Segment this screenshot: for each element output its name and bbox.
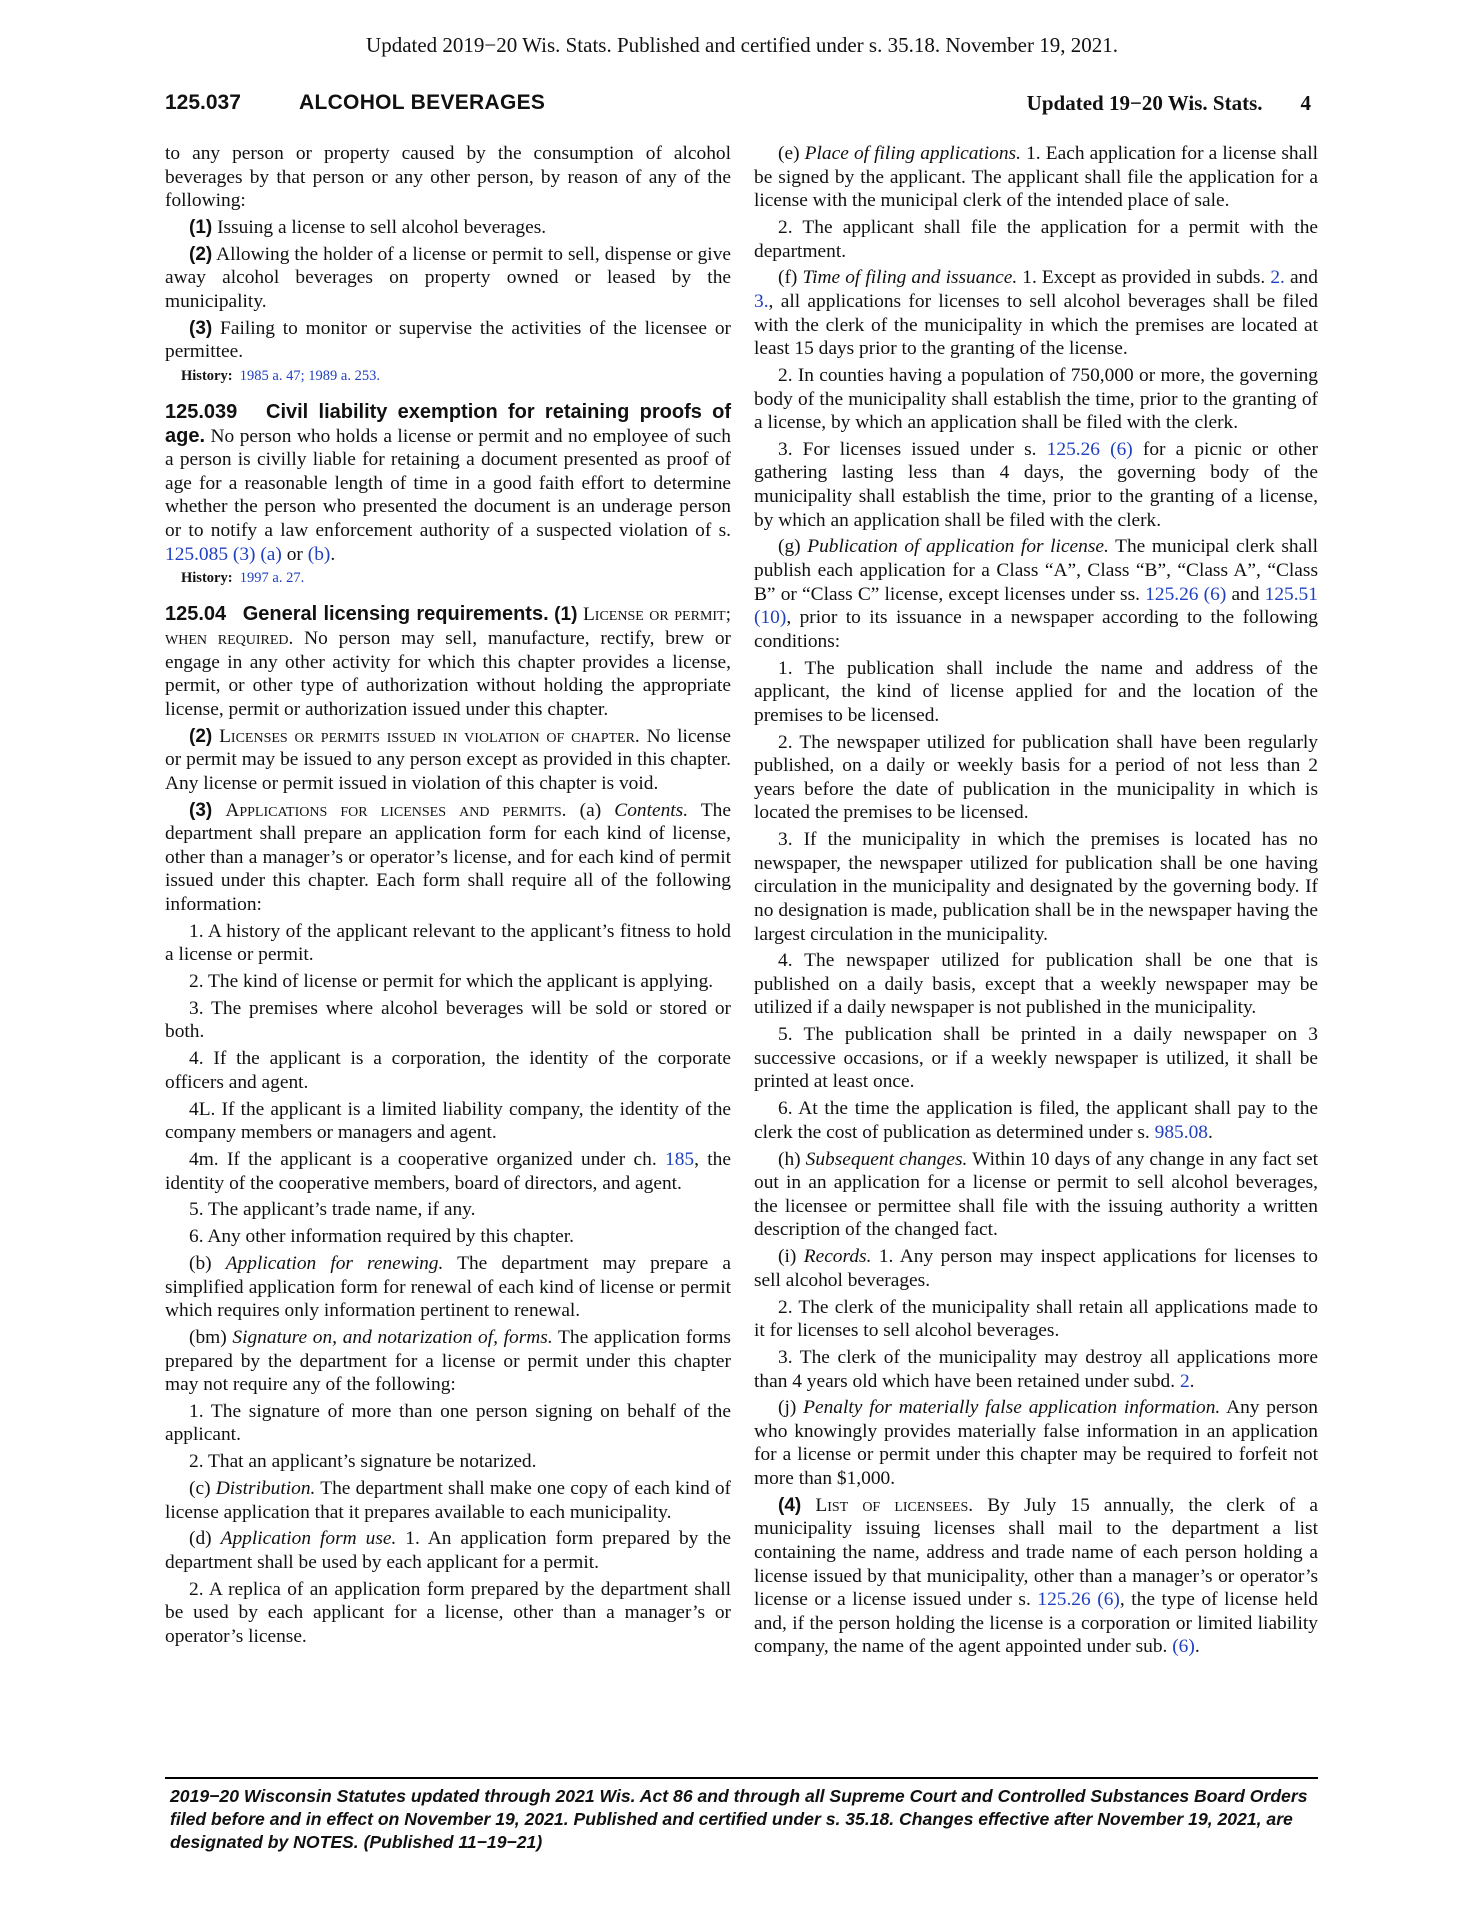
paragraph-text: Any person who knowingly provides materially false information in an application for a license or permit under this chapter may be required to forfeit not more than $1,000.	[754, 1397, 1319, 1490]
statute-link[interactable]: 125.085 (3) (a)	[165, 543, 282, 565]
subdivision: 3. If the municipality in which the premises is located has no newspaper, the newspaper utilized for publication shall be one having circulation in the municipality and designated by the governing body. If no designation is made, publication shall be in the newspaper having the largest circulation in the municipality.	[754, 829, 1318, 945]
subsection-2	[165, 725, 731, 796]
subsection-heading: Licenses or permits issued in violation of chapter.	[219, 725, 640, 747]
paragraph-title: Place of filing applications.	[804, 143, 1021, 164]
subdivision: 4L. If the applicant is a limited liability company, the identity of the company members or managers and agent.	[165, 1098, 731, 1144]
paragraph-text: Within 10 days of any change in any fact set out in an application for a license or permit to sell alcohol beverages, the licensee or permittee shall file with the issuing authority a written description of the changed fact.	[754, 1148, 1318, 1241]
subsection-heading: Applications for licenses and permits.	[225, 799, 567, 821]
paragraph-text: The department may prepare a simplified application form for renewal of each kind of license or permit which requires only information pertinent to renewal.	[165, 1252, 731, 1322]
history-link[interactable]: 1985 a. 47; 1989 a. 253.	[239, 368, 380, 385]
paragraph-title: Distribution.	[215, 1478, 316, 1500]
subsection-text: Issuing a license to sell alcohol beverages.	[217, 216, 547, 238]
subdivision	[754, 1346, 1318, 1393]
paragraph-label: (f)	[778, 267, 798, 289]
subdivision: 2. The kind of license or permit for which the applicant is applying.	[189, 971, 714, 993]
section-title: General licensing requirements.	[242, 603, 549, 626]
paragraph-title: Application for renewing.	[225, 1252, 444, 1274]
page-number: 4	[1300, 91, 1311, 115]
paragraph-text: 1. Any person may inspect applications for licenses to sell alcohol beverages.	[754, 1246, 1318, 1291]
subsection-text: No person may sell, manufacture, rectify, brew or engage in any other activity for which this chapter provides a license, permit, or other type of authorization without holding the appropriate license, permit or authorization issued under this chapter.	[165, 628, 731, 720]
subdivision: 1. The signature of more than one person signing on behalf of the applicant.	[165, 1400, 731, 1446]
paragraph-c	[165, 1477, 731, 1524]
subsection-number: (4)	[778, 1494, 802, 1516]
paragraph-label: (e)	[778, 143, 800, 164]
subsection-number: (1)	[554, 604, 578, 626]
paragraph-d	[165, 1527, 731, 1574]
subdivision-link[interactable]: 3.	[754, 290, 769, 312]
section-125-04	[165, 603, 731, 721]
paragraph-title: Application form use.	[220, 1528, 397, 1550]
paragraph-text: The application forms prepared by the department for a license or permit under this chapter may not require any of the following:	[165, 1326, 731, 1396]
conjunction: or	[286, 543, 303, 565]
paragraph-title: Contents.	[614, 799, 689, 821]
subdivision: 6. Any other information required by this chapter.	[189, 1226, 575, 1248]
subdivision: 2. That an applicant’s signature be notarized.	[189, 1451, 537, 1473]
subdivision-link[interactable]: 2	[1179, 1370, 1190, 1392]
paragraph-title: Time of filing and issuance.	[802, 267, 1018, 289]
subdivision: 2. A replica of an application form prepared by the department shall be used by each applicant for a license, other than a manager’s or operator’s license.	[165, 1578, 731, 1647]
header-section-number: 125.037	[165, 91, 241, 114]
left-column	[165, 142, 731, 1652]
punctuation: .	[1207, 1121, 1213, 1143]
subsection-number: (1)	[189, 216, 213, 238]
subdivision-text: , the identity of the cooperative members, board of directors, and agent.	[165, 1149, 731, 1194]
subsection-3	[165, 317, 731, 364]
paragraph-text: 1. Each application for a license shall be signed by the applicant. The applicant shall file the application for a license with the municipal clerk of the intended place of sale.	[754, 143, 1318, 212]
paragraph-label: (g)	[778, 536, 801, 558]
statute-link[interactable]: 125.26 (6)	[1145, 583, 1227, 605]
subdivision	[754, 438, 1318, 532]
paragraph-label: (i)	[778, 1246, 797, 1268]
statute-link[interactable]: 125.51 (10)	[754, 583, 1318, 629]
conjunction: and	[1231, 583, 1260, 605]
paragraph-title: Records.	[803, 1246, 872, 1268]
punctuation: .	[1189, 1370, 1195, 1392]
paragraph-f	[754, 266, 1318, 360]
subdivision: 1. The publication shall include the name and address of the applicant, the kind of license applied for and the location of the premises to be licensed.	[754, 657, 1318, 726]
paragraph-text: The municipal clerk shall publish each application for a Class “A”, Class “B”, “Class A”, “Class B” or “Class C” license, except licenses under ss.	[754, 536, 1319, 605]
subdivision-text: 3. For licenses issued under s.	[778, 438, 1037, 460]
paragraph-label: (h)	[778, 1148, 801, 1170]
section-number: 125.04	[165, 603, 227, 626]
subsection-1	[165, 216, 731, 240]
paragraph-label: (j)	[778, 1397, 797, 1419]
paragraph-text: 1. An application form prepared by the department shall be used by each applicant for a permit.	[165, 1528, 731, 1573]
subdivision-link[interactable]: 2.	[1270, 267, 1285, 289]
subsection-text: Failing to monitor or supervise the activities of the licensee or permittee.	[165, 317, 731, 363]
subdivision: 5. The publication shall be printed in a daily newspaper on 3 successive occasions, or if a weekly newspaper is utilized, it shall be printed at least once.	[754, 1024, 1318, 1093]
paragraph-label: (d)	[189, 1528, 212, 1550]
paragraph-e	[754, 142, 1318, 213]
subdivision: 5. The applicant’s trade name, if any.	[189, 1199, 476, 1221]
paragraph-i	[754, 1245, 1318, 1292]
statute-link[interactable]: 125.26 (6)	[1046, 438, 1133, 460]
subdivision-text: 4m. If the applicant is a cooperative organized under ch.	[189, 1149, 657, 1170]
header-edition	[1027, 90, 1311, 116]
certification-banner: Updated 2019−20 Wis. Stats. Published and certified under s. 35.18. November 19, 2021.	[366, 33, 1118, 57]
paragraph-label: (b)	[189, 1252, 212, 1274]
paragraph-text: , all applications for licenses to sell alcohol beverages shall be filed with the clerk of the municipality in which the premises are located at least 15 days prior to the granting of the license.	[754, 290, 1318, 360]
subdivision: 2. The applicant shall file the application for a permit with the department.	[754, 216, 1318, 262]
statute-link[interactable]: 125.26 (6)	[1037, 1589, 1120, 1611]
subsection-heading: List of licensees.	[815, 1494, 974, 1516]
punctuation: .	[1194, 1636, 1200, 1658]
history-note	[165, 367, 731, 385]
subdivision: 4. If the applicant is a corporation, the identity of the corporate officers and agent.	[165, 1048, 731, 1093]
subdivision	[165, 1148, 731, 1195]
subsection-text: Allowing the holder of a license or permit to sell, dispense or give away alcohol beverages on property owned or leased by the municipality.	[165, 243, 731, 312]
paragraph-text: 1. Except as provided in subds.	[1022, 267, 1266, 289]
subsection-text: , the type of license held and, if the person holding the license is a corporation or limited liability company, the name of the agent appointed under sub.	[754, 1589, 1318, 1658]
subsection-text: No license or permit may be issued to any person except as provided in this chapter. Any license or permit issued in violation of this chapter is void.	[165, 725, 731, 794]
footer-note: 2019−20 Wisconsin Statutes updated through 2021 Wis. Act 86 and through all Supreme Court and Controlled Substances Board Orders filed before and in effect on November 19, 2021. Published and certified under s. 35.18. Changes effective after November 19, 2021, are designated by NOTES. (Published 11−19−21)	[170, 1786, 1308, 1852]
section-125-039: 125.039 Civil liability exemption for retaining proofs of age. No person who holds a license or permit and no employee of such a person is civilly liable for retaining a document presented as proof of age for a reasonable length of time in a good faith effort to determine whether the person who presented the document is an underage person or to notify a law enforcement authority of a suspected violation of s. 125.085 (3) (a) or (b).	[165, 401, 732, 565]
history-link[interactable]: 1997 a. 27.	[239, 570, 305, 587]
subsection-text: By July 15 annually, the clerk of a municipality issuing licenses shall mail to the department a list containing the name, address and trade name of each person holding a license issued by that municipality, other than a manager’s or operator’s license or a license issued under s.	[754, 1494, 1318, 1611]
subsection-link[interactable]: (6)	[1172, 1636, 1195, 1658]
subsection-2	[165, 243, 731, 314]
subsection-heading: License or permit; when required.	[165, 604, 731, 650]
subsection-number: (3)	[189, 317, 213, 339]
history-label: History:	[181, 570, 233, 587]
subsection-number: (2)	[189, 243, 213, 265]
paragraph-label: (a)	[579, 799, 602, 821]
subsection-3	[165, 799, 731, 917]
paragraph-text: , prior to its issuance in a newspaper according to the following conditions:	[754, 607, 1318, 652]
header-edition-text: Updated 19−20 Wis. Stats.	[1026, 91, 1263, 115]
section-number: 125.039	[165, 401, 238, 424]
section-text: No person who holds a license or permit and no employee of such a person is civilly liable for retaining a document presented as proof of age for a reasonable length of time in a good faith effort to determine whether the person who presented the document is an underage person or to notify a law enforcement authority of a suspected violation of s.	[165, 425, 731, 542]
chapter-link[interactable]: 185	[665, 1149, 695, 1170]
subdivision-text: for a picnic or other gathering lasting less than 4 days, the governing body of the municipality shall establish the time, prior to the granting of a license, by which an application shall be filed with the clerk.	[754, 438, 1318, 531]
statute-link[interactable]: 985.08	[1154, 1121, 1208, 1143]
paragraph-bm	[165, 1326, 731, 1397]
subdivision: 1. A history of the applicant relevant to the applicant’s fitness to hold a license or permit.	[165, 920, 731, 966]
subdivision-text: 3. The clerk of the municipality may destroy all applications more than 4 years old which have been retained under subd.	[754, 1346, 1318, 1392]
paragraph-title: Signature on, and notarization of, forms.	[232, 1326, 553, 1348]
subdivision-text: 6. At the time the application is filed, the applicant shall pay to the clerk the cost of publication as determined under s.	[754, 1098, 1318, 1143]
paragraph-text: The department shall prepare an application form for each kind of license, other than a manager’s or operator’s license, and for each kind of permit issued under this chapter. Each form shall require all of the following information:	[165, 799, 731, 915]
page-header	[165, 90, 1311, 120]
conjunction: and	[1289, 267, 1318, 289]
subdivision: 2. The newspaper utilized for publication shall have been regularly published, on a daily or weekly basis for a period of not less than 2 years before the date of publication in the municipality in which is located the premises to be licensed.	[754, 731, 1318, 824]
paragraph-label: (c)	[189, 1478, 211, 1500]
paragraph-title: Publication of application for license.	[807, 536, 1109, 558]
history-label: History:	[181, 368, 233, 385]
paragraph-title: Subsequent changes.	[805, 1148, 968, 1170]
subdivision: 4. The newspaper utilized for publication shall be one that is published on a daily basis, except that a weekly newspaper may be utilized if a daily newspaper is not published in the municipality.	[754, 950, 1318, 1019]
footer-divider	[165, 1777, 1318, 1779]
right-column	[754, 142, 1318, 1662]
paragraph-h	[754, 1148, 1318, 1242]
subdivision	[754, 1097, 1318, 1144]
paragraph-text: The department shall make one copy of each kind of license application that it prepares available to each municipality.	[165, 1478, 732, 1523]
paragraph-g	[754, 535, 1318, 653]
section-title: Civil liability exemption for retaining proofs of age.	[165, 401, 732, 447]
subsection-4	[754, 1494, 1318, 1659]
paragraph-title: Penalty for materially false application information.	[803, 1397, 1221, 1419]
subdivision: 2. In counties having a population of 750,000 or more, the governing body of the municipality shall establish the time, prior to the granting of a license, by which an application shall be filed with the clerk.	[754, 364, 1318, 434]
subdivision: 2. The clerk of the municipality shall retain all applications made to it for licenses to sell alcohol beverages.	[754, 1296, 1318, 1342]
subsection-number: (3)	[189, 799, 213, 821]
paragraph: to any person or property caused by the consumption of alcohol beverages by that person or any other person, by reason of any of the following:	[165, 143, 731, 212]
subdivision: 3. The premises where alcohol beverages will be sold or stored or both.	[165, 997, 731, 1043]
subsection-number: (2)	[189, 725, 213, 747]
header-chapter-title: ALCOHOL BEVERAGES	[299, 91, 546, 114]
history-note	[165, 569, 731, 587]
paragraph-label: (bm)	[189, 1326, 227, 1348]
paragraph-b	[165, 1252, 731, 1323]
statute-link[interactable]: (b)	[307, 543, 331, 565]
paragraph-j	[754, 1396, 1318, 1490]
